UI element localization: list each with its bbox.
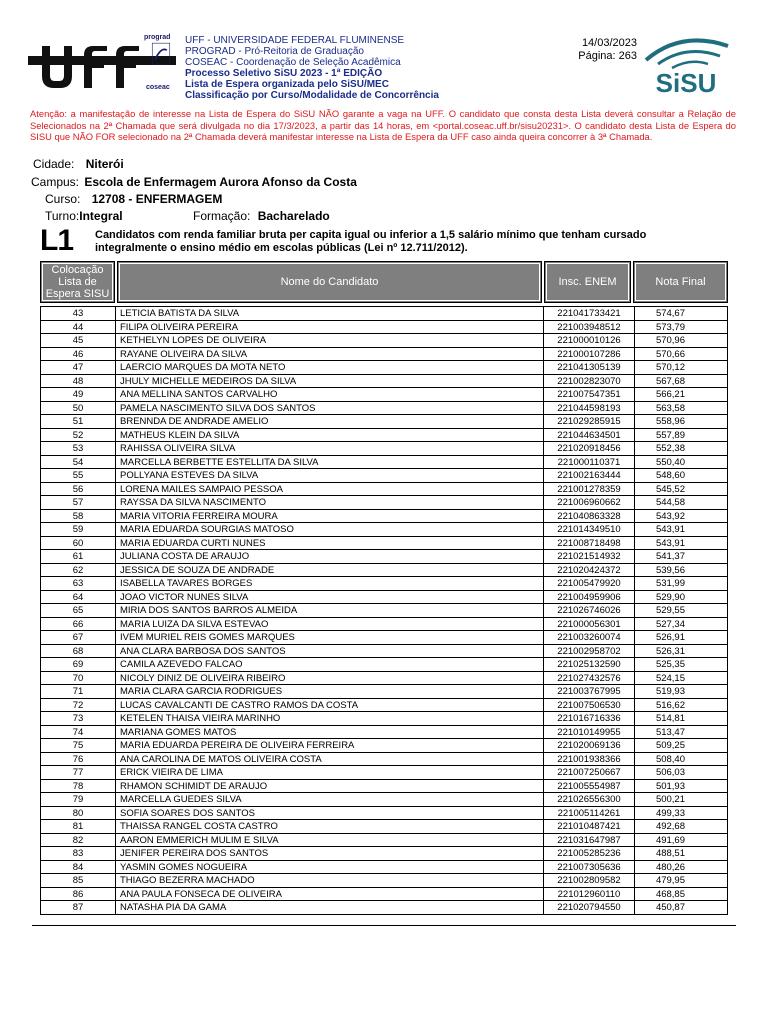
cell-nota-final: 545,52 <box>634 483 728 496</box>
cell-colocacao: 56 <box>40 483 115 496</box>
cell-nome: ANA PAULA FONSECA DE OLIVEIRA <box>115 888 543 901</box>
cell-nota-final: 531,99 <box>634 577 728 590</box>
cell-insc-enem: 221010487421 <box>543 820 634 833</box>
cell-nota-final: 570,66 <box>634 348 728 361</box>
candidates-table <box>40 306 728 915</box>
cell-insc-enem: 221020794550 <box>543 901 634 914</box>
cell-nota-final: 541,37 <box>634 550 728 563</box>
cell-colocacao: 67 <box>40 631 115 644</box>
cell-nome: RAYSSA DA SILVA NASCIMENTO <box>115 496 543 509</box>
table-row <box>40 334 728 348</box>
cell-nome: ANA MELLINA SANTOS CARVALHO <box>115 388 543 401</box>
cell-nome: NICOLY DINIZ DE OLIVEIRA RIBEIRO <box>115 672 543 685</box>
cell-nome: THAISSA RANGEL COSTA CASTRO <box>115 820 543 833</box>
cell-insc-enem: 221000107286 <box>543 348 634 361</box>
cell-nota-final: 529,55 <box>634 604 728 617</box>
cell-nota-final: 450,87 <box>634 901 728 914</box>
cell-nota-final: 574,67 <box>634 307 728 320</box>
cell-insc-enem: 221003260074 <box>543 631 634 644</box>
cell-insc-enem: 221041305139 <box>543 361 634 374</box>
cell-insc-enem: 221044598193 <box>543 402 634 415</box>
table-row <box>40 361 728 375</box>
cidade-value: Niterói <box>85 157 124 171</box>
cell-nome: RAYANE OLIVEIRA DA SILVA <box>115 348 543 361</box>
cell-nota-final: 529,90 <box>634 591 728 604</box>
table-row <box>40 793 728 807</box>
cell-colocacao: 83 <box>40 847 115 860</box>
cell-nota-final: 557,89 <box>634 429 728 442</box>
table-row <box>40 375 728 389</box>
cell-nome: JULIANA COSTA DE ARAUJO <box>115 550 543 563</box>
cell-colocacao: 58 <box>40 510 115 523</box>
cell-insc-enem: 221012960110 <box>543 888 634 901</box>
cell-nome: RAHISSA OLIVEIRA SILVA <box>115 442 543 455</box>
cell-insc-enem: 221027432576 <box>543 672 634 685</box>
cell-nome: CAMILA AZEVEDO FALCAO <box>115 658 543 671</box>
cell-nota-final: 527,34 <box>634 618 728 631</box>
cell-nome: SOFIA SOARES DOS SANTOS <box>115 807 543 820</box>
cell-nome: ISABELLA TAVARES BORGES <box>115 577 543 590</box>
table-row <box>40 834 728 848</box>
formacao-row <box>193 209 330 223</box>
col-header-nome: Nome do Candidato <box>117 261 542 303</box>
cell-nome: MARIA LUIZA DA SILVA ESTEVAO <box>115 618 543 631</box>
cell-nota-final: 548,60 <box>634 469 728 482</box>
turno-value: Integral <box>79 209 123 223</box>
cell-nota-final: 516,62 <box>634 699 728 712</box>
cell-colocacao: 57 <box>40 496 115 509</box>
header-line-classificacao: Classificação por Curso/Modalidade de Concorrência <box>185 90 439 101</box>
cell-nome: THIAGO BEZERRA MACHADO <box>115 874 543 887</box>
cell-colocacao: 63 <box>40 577 115 590</box>
campus-value: Escola de Enfermagem Aurora Afonso da Costa <box>84 175 357 189</box>
curso-row <box>45 192 222 206</box>
cell-nome: MIRIA DOS SANTOS BARROS ALMEIDA <box>115 604 543 617</box>
cell-insc-enem: 221005114261 <box>543 807 634 820</box>
report-date: 14/03/2023 <box>581 37 637 49</box>
date-page-block <box>548 37 637 63</box>
table-row <box>40 456 728 470</box>
cell-nota-final: 566,21 <box>634 388 728 401</box>
table-row <box>40 672 728 686</box>
cell-nome: MARIANA GOMES MATOS <box>115 726 543 739</box>
cell-nome: JESSICA DE SOUZA DE ANDRADE <box>115 564 543 577</box>
table-row <box>40 483 728 497</box>
cell-nota-final: 508,40 <box>634 753 728 766</box>
cell-colocacao: 79 <box>40 793 115 806</box>
table-row <box>40 577 728 591</box>
table-row <box>40 402 728 416</box>
table-row <box>40 726 728 740</box>
cell-nota-final: 563,58 <box>634 402 728 415</box>
cell-insc-enem: 221000110371 <box>543 456 634 469</box>
header-line-coseac: COSEAC - Coordenação de Seleção Acadêmica <box>185 57 401 68</box>
table-row <box>40 699 728 713</box>
curso-value: 12708 - ENFERMAGEM <box>91 192 223 206</box>
turno-row <box>45 209 123 223</box>
cell-colocacao: 44 <box>40 321 115 334</box>
cell-colocacao: 71 <box>40 685 115 698</box>
table-row <box>40 739 728 753</box>
cell-colocacao: 65 <box>40 604 115 617</box>
cell-colocacao: 51 <box>40 415 115 428</box>
cell-nome: ERICK VIEIRA DE LIMA <box>115 766 543 779</box>
cell-nota-final: 514,81 <box>634 712 728 725</box>
cell-insc-enem: 221006960662 <box>543 496 634 509</box>
cell-nome: LORENA MAILES SAMPAIO PESSOA <box>115 483 543 496</box>
cell-colocacao: 68 <box>40 645 115 658</box>
col-header-nota-final: Nota Final <box>633 261 728 303</box>
cell-colocacao: 85 <box>40 874 115 887</box>
cell-colocacao: 72 <box>40 699 115 712</box>
curso-label: Curso: <box>45 192 81 206</box>
cell-colocacao: 73 <box>40 712 115 725</box>
page-footer-rule <box>32 925 736 926</box>
cell-nome: MARIA EDUARDA SOURGIAS MATOSO <box>115 523 543 536</box>
cell-insc-enem: 221005554987 <box>543 780 634 793</box>
cell-nome: JOAO VICTOR NUNES SILVA <box>115 591 543 604</box>
cell-nota-final: 544,58 <box>634 496 728 509</box>
cell-insc-enem: 221016716336 <box>543 712 634 725</box>
cell-insc-enem: 221000056301 <box>543 618 634 631</box>
table-row <box>40 618 728 632</box>
cell-nota-final: 570,96 <box>634 334 728 347</box>
table-row <box>40 712 728 726</box>
table-row <box>40 901 728 915</box>
cell-insc-enem: 221040863328 <box>543 510 634 523</box>
table-row <box>40 685 728 699</box>
cell-nome: KETELEN THAISA VIEIRA MARINHO <box>115 712 543 725</box>
cell-insc-enem: 221021514932 <box>543 550 634 563</box>
cell-insc-enem: 221002823070 <box>543 375 634 388</box>
table-row <box>40 429 728 443</box>
cell-colocacao: 74 <box>40 726 115 739</box>
table-row <box>40 874 728 888</box>
cell-insc-enem: 221026556300 <box>543 793 634 806</box>
cell-insc-enem: 221008718498 <box>543 537 634 550</box>
cell-nome: MARIA EDUARDA CURTI NUNES <box>115 537 543 550</box>
cell-insc-enem: 221020424372 <box>543 564 634 577</box>
cell-insc-enem: 221001278359 <box>543 483 634 496</box>
cell-nota-final: 524,15 <box>634 672 728 685</box>
cell-nome: MATHEUS KLEIN DA SILVA <box>115 429 543 442</box>
cell-insc-enem: 221005285236 <box>543 847 634 860</box>
table-row <box>40 510 728 524</box>
campus-row <box>31 175 357 189</box>
cell-nota-final: 479,95 <box>634 874 728 887</box>
table-row <box>40 348 728 362</box>
cell-colocacao: 49 <box>40 388 115 401</box>
cell-insc-enem: 221020918456 <box>543 442 634 455</box>
cell-nota-final: 558,96 <box>634 415 728 428</box>
table-row <box>40 766 728 780</box>
cell-insc-enem: 221029285915 <box>543 415 634 428</box>
cell-nome: MARCELLA BERBETTE ESTELLITA DA SILVA <box>115 456 543 469</box>
cell-nota-final: 468,85 <box>634 888 728 901</box>
cell-colocacao: 82 <box>40 834 115 847</box>
cell-colocacao: 64 <box>40 591 115 604</box>
cell-nome: JENIFER PEREIRA DOS SANTOS <box>115 847 543 860</box>
cell-insc-enem: 221020069136 <box>543 739 634 752</box>
cell-nome: RHAMON SCHIMIDT DE ARAUJO <box>115 780 543 793</box>
turno-label: Turno: <box>45 209 80 223</box>
cell-nome: YASMIN GOMES NOGUEIRA <box>115 861 543 874</box>
cell-colocacao: 47 <box>40 361 115 374</box>
cell-colocacao: 81 <box>40 820 115 833</box>
table-row <box>40 469 728 483</box>
formacao-label: Formação: <box>193 209 251 223</box>
cell-nome: BRENNDA DE ANDRADE AMELIO <box>115 415 543 428</box>
cell-insc-enem: 221014349510 <box>543 523 634 536</box>
cell-insc-enem: 221026746026 <box>543 604 634 617</box>
header-line-processo: Processo Seletivo SiSU 2023 - 1ª EDIÇÃO <box>185 68 383 79</box>
cell-nota-final: 567,68 <box>634 375 728 388</box>
modalidade-description: Candidatos com renda familiar bruta per capita igual ou inferior a 1,5 salário mínimo que tenham cursado integralmente o ensino médio em escolas públicas (Lei nº 12.711/2012). <box>95 229 647 254</box>
cell-colocacao: 43 <box>40 307 115 320</box>
cell-colocacao: 69 <box>40 658 115 671</box>
page-number: Página: 263 <box>578 50 637 62</box>
cell-nome: JHULY MICHELLE MEDEIROS DA SILVA <box>115 375 543 388</box>
cell-nome: AARON EMMERICH MULIM E SILVA <box>115 834 543 847</box>
table-row <box>40 780 728 794</box>
cell-nota-final: 543,91 <box>634 523 728 536</box>
table-row <box>40 820 728 834</box>
cell-nota-final: 488,51 <box>634 847 728 860</box>
table-row <box>40 388 728 402</box>
cell-nome: LAERCIO MARQUES DA MOTA NETO <box>115 361 543 374</box>
table-row <box>40 564 728 578</box>
table-row <box>40 847 728 861</box>
cell-nome: LETICIA BATISTA DA SILVA <box>115 307 543 320</box>
modalidade-code: L1 <box>40 224 74 257</box>
cell-insc-enem: 221007547351 <box>543 388 634 401</box>
cell-nota-final: 513,47 <box>634 726 728 739</box>
cell-colocacao: 54 <box>40 456 115 469</box>
cell-colocacao: 77 <box>40 766 115 779</box>
table-row <box>40 415 728 429</box>
cell-nota-final: 543,91 <box>634 537 728 550</box>
cell-nome: MARIA VITORIA FERREIRA MOURA <box>115 510 543 523</box>
cell-nota-final: 570,12 <box>634 361 728 374</box>
cell-insc-enem: 221001938366 <box>543 753 634 766</box>
table-row <box>40 604 728 618</box>
cell-nome: POLLYANA ESTEVES DA SILVA <box>115 469 543 482</box>
cidade-label: Cidade: <box>33 157 75 171</box>
formacao-value: Bacharelado <box>257 209 330 223</box>
table-row <box>40 321 728 335</box>
cell-nota-final: 543,92 <box>634 510 728 523</box>
table-row <box>40 753 728 767</box>
cell-nota-final: 509,25 <box>634 739 728 752</box>
cell-colocacao: 86 <box>40 888 115 901</box>
notice-text: Atenção: a manifestação de interesse na Lista de Espera do SiSU NÃO garante a vaga na UFF. O candidato que consta desta Lista deverá consultar a Relação de Selecionados na 2ª Chamada que será divulgada no dia 17/3/2023, a partir das 14 horas, em <portal.coseac.uff.br/sisu20231>. O candidato desta Lista de Espera do SISU que NÃO FOR selecionado na 2ª Chamada deverá manifestar interesse na Lista de Espera da UFF caso ainda queira concorrer à 3ª Chamada. <box>30 108 736 143</box>
table-row <box>40 658 728 672</box>
cell-nota-final: 480,26 <box>634 861 728 874</box>
cell-nome: MARCELLA GUEDES SILVA <box>115 793 543 806</box>
header-text-block <box>185 35 439 101</box>
cell-nota-final: 539,56 <box>634 564 728 577</box>
cell-nome: ANA CLARA BARBOSA DOS SANTOS <box>115 645 543 658</box>
cell-insc-enem: 221007305636 <box>543 861 634 874</box>
cell-insc-enem: 221031647987 <box>543 834 634 847</box>
cell-nome: MARIA EDUARDA PEREIRA DE OLIVEIRA FERREIRA <box>115 739 543 752</box>
cell-colocacao: 46 <box>40 348 115 361</box>
cell-insc-enem: 221004959906 <box>543 591 634 604</box>
cell-insc-enem: 221003948512 <box>543 321 634 334</box>
cell-nota-final: 519,93 <box>634 685 728 698</box>
header-line-lista: Lista de Espera organizada pelo SiSU/MEC <box>185 79 389 90</box>
table-row <box>40 861 728 875</box>
cell-colocacao: 76 <box>40 753 115 766</box>
cell-nome: ANA CAROLINA DE MATOS OLIVEIRA COSTA <box>115 753 543 766</box>
cell-colocacao: 52 <box>40 429 115 442</box>
cell-nota-final: 526,31 <box>634 645 728 658</box>
table-row <box>40 537 728 551</box>
cell-nota-final: 499,33 <box>634 807 728 820</box>
cell-insc-enem: 221044634501 <box>543 429 634 442</box>
cell-nota-final: 573,79 <box>634 321 728 334</box>
table-row <box>40 307 728 321</box>
header-line-uff: UFF - UNIVERSIDADE FEDERAL FLUMINENSE <box>185 35 405 46</box>
table-row <box>40 888 728 902</box>
cell-colocacao: 55 <box>40 469 115 482</box>
cell-colocacao: 53 <box>40 442 115 455</box>
cell-insc-enem: 221002958702 <box>543 645 634 658</box>
cell-nota-final: 500,21 <box>634 793 728 806</box>
cell-nome: LUCAS CAVALCANTI DE CASTRO RAMOS DA COSTA <box>115 699 543 712</box>
cell-insc-enem: 221002809582 <box>543 874 634 887</box>
table-row <box>40 442 728 456</box>
table-row <box>40 591 728 605</box>
cell-nota-final: 552,38 <box>634 442 728 455</box>
cell-nome: MARIA CLARA GARCIA RODRIGUES <box>115 685 543 698</box>
sisu-logo <box>636 32 736 94</box>
cell-colocacao: 50 <box>40 402 115 415</box>
campus-label: Campus: <box>31 175 80 189</box>
cell-colocacao: 61 <box>40 550 115 563</box>
cell-colocacao: 78 <box>40 780 115 793</box>
cell-nota-final: 491,69 <box>634 834 728 847</box>
cell-insc-enem: 221002163444 <box>543 469 634 482</box>
cell-nota-final: 506,03 <box>634 766 728 779</box>
prograd-label: prograd <box>144 34 171 41</box>
svg-text:uff: uff <box>103 76 105 77</box>
cell-insc-enem: 221007250667 <box>543 766 634 779</box>
cell-colocacao: 70 <box>40 672 115 685</box>
table-row <box>40 807 728 821</box>
cell-colocacao: 60 <box>40 537 115 550</box>
svg-text:SiSU: SiSU <box>655 68 717 94</box>
header-line-prograd: PROGRAD - Pró-Reitoria de Graduação <box>185 46 364 57</box>
cell-colocacao: 80 <box>40 807 115 820</box>
cell-nome: KETHELYN LOPES DE OLIVEIRA <box>115 334 543 347</box>
cell-insc-enem: 221005479920 <box>543 577 634 590</box>
coseac-mark <box>143 42 179 84</box>
cidade-row <box>33 157 124 171</box>
cell-colocacao: 62 <box>40 564 115 577</box>
cell-nome: FILIPA OLIVEIRA PEREIRA <box>115 321 543 334</box>
cell-nota-final: 526,91 <box>634 631 728 644</box>
table-row <box>40 631 728 645</box>
cell-insc-enem: 221010149955 <box>543 726 634 739</box>
cell-nome: PAMELA NASCIMENTO SILVA DOS SANTOS <box>115 402 543 415</box>
table-row <box>40 496 728 510</box>
table-row <box>40 550 728 564</box>
cell-colocacao: 66 <box>40 618 115 631</box>
cell-nota-final: 492,68 <box>634 820 728 833</box>
coseac-label: coseac <box>146 84 170 91</box>
cell-colocacao: 84 <box>40 861 115 874</box>
cell-nota-final: 501,93 <box>634 780 728 793</box>
col-header-colocacao: Colocação Lista de Espera SISU <box>40 261 115 303</box>
col-header-insc-enem: Insc. ENEM <box>544 261 631 303</box>
cell-insc-enem: 221007506530 <box>543 699 634 712</box>
cell-insc-enem: 221003767995 <box>543 685 634 698</box>
cell-nome: NATASHA PIA DA GAMA <box>115 901 543 914</box>
cell-nome: IVEM MURIEL REIS GOMES MARQUES <box>115 631 543 644</box>
cell-colocacao: 59 <box>40 523 115 536</box>
cell-nota-final: 550,40 <box>634 456 728 469</box>
table-row <box>40 645 728 659</box>
cell-colocacao: 45 <box>40 334 115 347</box>
cell-nota-final: 525,35 <box>634 658 728 671</box>
cell-insc-enem: 221041733421 <box>543 307 634 320</box>
cell-insc-enem: 221025132590 <box>543 658 634 671</box>
cell-colocacao: 48 <box>40 375 115 388</box>
table-row <box>40 523 728 537</box>
cell-colocacao: 75 <box>40 739 115 752</box>
cell-insc-enem: 221000010126 <box>543 334 634 347</box>
cell-colocacao: 87 <box>40 901 115 914</box>
